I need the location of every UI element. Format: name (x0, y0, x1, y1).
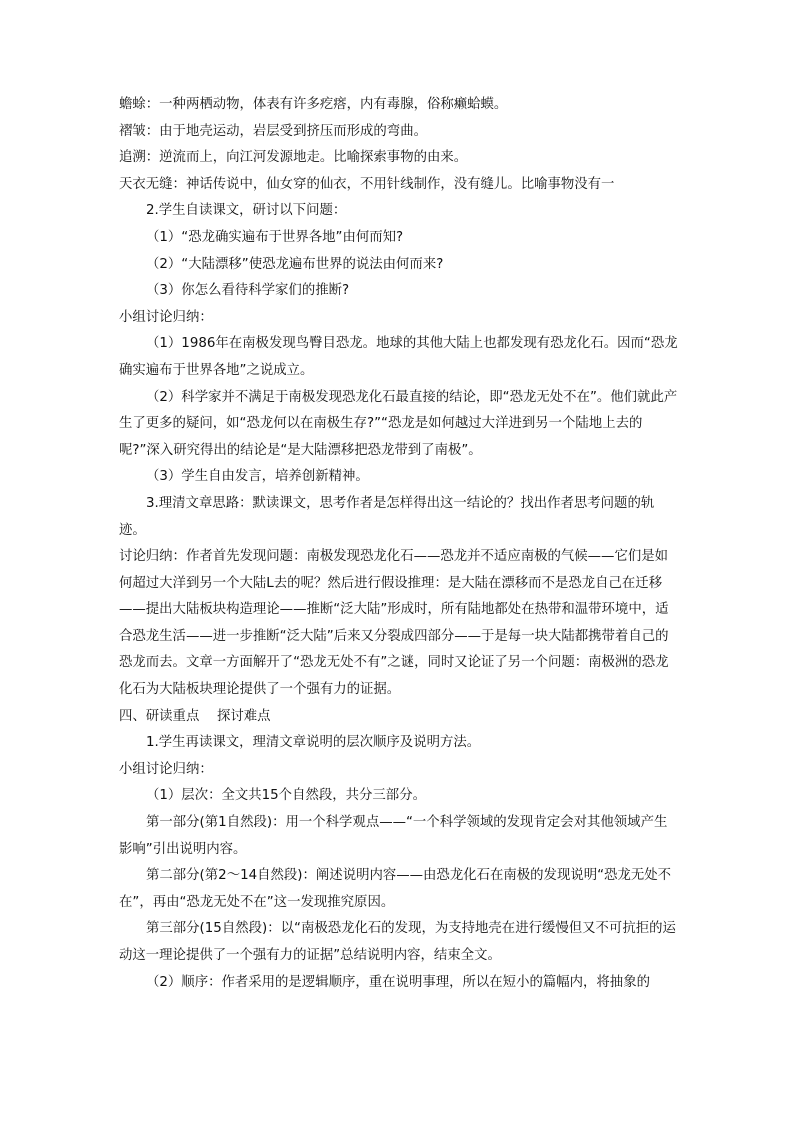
group-summary-heading-2: 小组讨论归纳： (119, 761, 213, 777)
question-2: （2）“大陆漂移”使恐龙遍布世界的说法由何而来? (146, 256, 444, 272)
answer-2: （2）科学家并不满足于南极发现恐龙化石最直接的结论，即“恐龙无处不在”。他们就此产生了更多的疑问，如“恐龙何以在南极生存?”“恐龙是如何越过大洋进到另一个陆地上去的呢?”深入研究得出的结论是“是大陆漂移把恐龙带到了南极”。 (119, 389, 678, 458)
definition-tianyiwufeng: 天衣无缝：神话传说中，仙女穿的仙衣，不用针线制作，没有缝儿。比喻事物没有一 (119, 176, 615, 192)
document-body (119, 92, 679, 996)
part-two: 第二部分(第2～14自然段)：阐述说明内容——由恐龙化石在南极的发现说明“恐龙无处不在”，再由“恐龙无处不在”这一发现推究原因。 (119, 868, 672, 910)
task-self-reading: 2.学生自读课文，研讨以下问题： (146, 203, 347, 219)
definition-zhezhou: 褶皱：由于地壳运动，岩层受到挤压而形成的弯曲。 (119, 123, 427, 139)
part-one: 第一部分(第1自然段)：用一个科学观点——“一个科学领域的发现肯定会对其他领域产生影响”引出说明内容。 (119, 815, 668, 857)
discussion-summary: 讨论归纳：作者首先发现问题：南极发现恐龙化石——恐龙并不适应南极的气候——它们是如何超过大洋到另一个大陆L去的呢？然后进行假设推理：是大陆在漂移而不是恐龙自己在迁移——提出大陆板块构造理论——推断“泛大陆”形成时，所有陆地都处在热带和温带环境中，适合恐龙生活——进一步推断“泛大陆”后来又分裂成四部分——于是每一块大陆都携带着自己的恐龙而去。文章一方面解开了“恐龙无处不有”之谜，同时又论证了另一个问题：南极洲的恐龙化石为大陆板块理论提供了一个强有力的证据。 (119, 549, 669, 698)
question-3: （3）你怎么看待科学家们的推断? (146, 283, 350, 299)
answer-3: （3）学生自由发言，培养创新精神。 (146, 469, 369, 485)
structure-order: （2）顺序：作者采用的是逻辑顺序，重在说明事理，所以在短小的篇幅内，将抽象的 (146, 974, 650, 990)
task-reread: 1.学生再读课文，理清文章说明的层次顺序及说明方法。 (146, 735, 481, 751)
question-1: （1）“恐龙确实遍布于世界各地”由何而知? (146, 229, 404, 245)
group-summary-heading: 小组讨论归纳： (119, 309, 213, 325)
section-four-heading: 四、研读重点 探讨难点 (119, 708, 271, 724)
definition-chanchu: 蟾蜍：一种两栖动物，体表有许多疙瘩，内有毒腺，俗称癞蛤蟆。 (119, 97, 508, 112)
structure-levels: （1）层次：全文共15个自然段，共分三部分。 (146, 788, 426, 804)
task-outline: 3.理清文章思路：默读课文，思考作者是怎样得出这一结论的？找出作者思考问题的轨迹。 (119, 495, 655, 538)
part-three: 第三部分(15自然段)：以“南极恐龙化石的发现，为支持地壳在进行缓慢但又不可抗拒的运动这一理论提供了一个强有力的证据”总结说明内容，结束全文。 (119, 921, 676, 963)
definition-zhuisu: 追溯：逆流而上，向江河发源地走。比喻探索事物的由来。 (119, 150, 468, 166)
answer-1: （1）1986年在南极发现鸟臀目恐龙。地球的其他大陆上也都发现有恐龙化石。因而“恐龙确实遍布于世界各地”之说成立。 (119, 336, 678, 378)
